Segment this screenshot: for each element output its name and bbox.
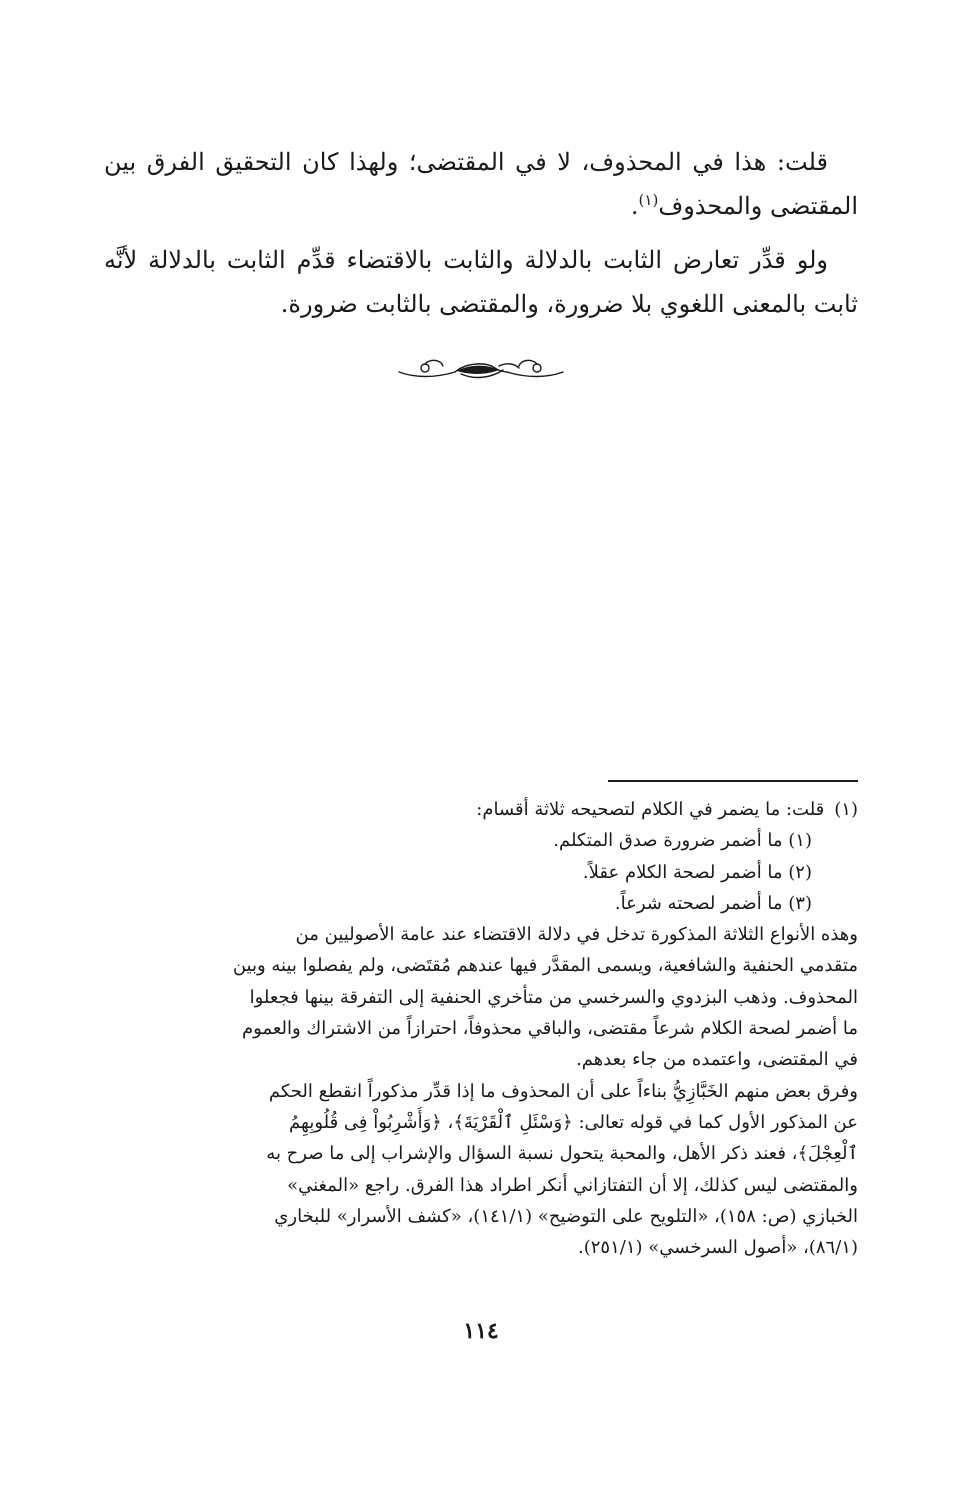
footnote-list-item: (٢) ما أضمر لصحة الكلام عقلاً.	[582, 861, 812, 883]
footnote-body-line: في المقتضى، واعتمده من جاء بعدهم.	[576, 1049, 858, 1071]
footnote-intro-text: قلت: ما يضمر في الكلام لتصحيحه ثلاثة أقسام:	[476, 799, 825, 820]
footnote-body-line: وفرق بعض منهم الخَبَّازِيُّ بناءاً على أن المحذوف ما إذا قدِّر مذكوراً انقطع الحكم	[268, 1080, 858, 1102]
footnote-body-line: وهذه الأنواع الثلاثة المذكورة تدخل في دلالة الاقتضاء عند عامة الأصوليين من	[295, 924, 858, 946]
paragraph-text: ولو قدِّر تعارض الثابت بالدلالة والثابت بالاقتضاء قدِّم الثابت بالدلالة لأنَّه ثابت بالمعنى اللغوي بلا ضرورة، والمقتضى بالثابت ضرورة.	[104, 246, 858, 318]
footnote-list	[104, 825, 858, 919]
footnote-reference: (١)	[638, 191, 659, 209]
footnote-number: (١)	[834, 799, 858, 820]
footnote-body-line-quran: عن المذكور الأول كما في قوله تعالى: ﴿وَسْئَلِ ٱلْقَرْيَةَ﴾، ﴿وَأُشْرِبُواْ فِى قُلُوبِهِمُ	[289, 1111, 858, 1133]
main-paragraph-2	[104, 238, 858, 326]
main-text	[104, 140, 858, 336]
footnotes	[104, 794, 858, 1263]
footnote-body-line: متقدمي الحنفية والشافعية، ويسمى المقدَّر فيها عندهم مُقتَضى، ولم يفصلوا بينه وبين	[232, 955, 858, 977]
footnote-list-item: (٣) ما أضمر لصحته شرعاً.	[614, 892, 812, 914]
footnote-body-line: المحذوف. وذهب البزدوي والسرخسي من متأخري الحنفية إلى التفرقة بينها فجعلوا	[249, 986, 858, 1008]
footnote-list-item: (١) ما أضمر ضرورة صدق المتكلم.	[553, 830, 812, 852]
footnote-body-line: والمقتضى ليس كذلك، إلا أن التفتازاني أنكر اطراد هذا الفرق. راجع «المغني»	[287, 1174, 858, 1196]
footnote-body-line: (٨٦/١)، «أصول السرخسي» (٢٥١/١).	[578, 1237, 858, 1259]
footnote-separator	[608, 780, 858, 782]
footnote-body-line: ما أضمر لصحة الكلام شرعاً مقتضى، والباقي محذوفاً، احترازاً من الاشتراك والعموم	[242, 1018, 858, 1040]
footnote-body-line-quran: ٱلْعِجْلَ﴾، فعند ذكر الأهل، والمحبة يتحول نسبة السؤال والإشراب إلى ما صرح به	[266, 1143, 858, 1165]
page-number: ١١٤	[463, 1318, 499, 1344]
footnote-1-intro	[104, 794, 858, 825]
footnote-body-line: الخبازي (ص: ١٥٨)، «التلويح على التوضيح» (١٤١/١)، «كشف الأسرار» للبخاري	[274, 1205, 858, 1227]
main-paragraph-1	[104, 140, 858, 228]
floral-divider-icon	[395, 352, 567, 386]
paragraph-tail: .	[630, 192, 639, 220]
paragraph-text: قلت: هذا في المحذوف، لا في المقتضى؛ ولهذا كان التحقيق الفرق بين المقتضى والمحذوف	[104, 148, 858, 220]
